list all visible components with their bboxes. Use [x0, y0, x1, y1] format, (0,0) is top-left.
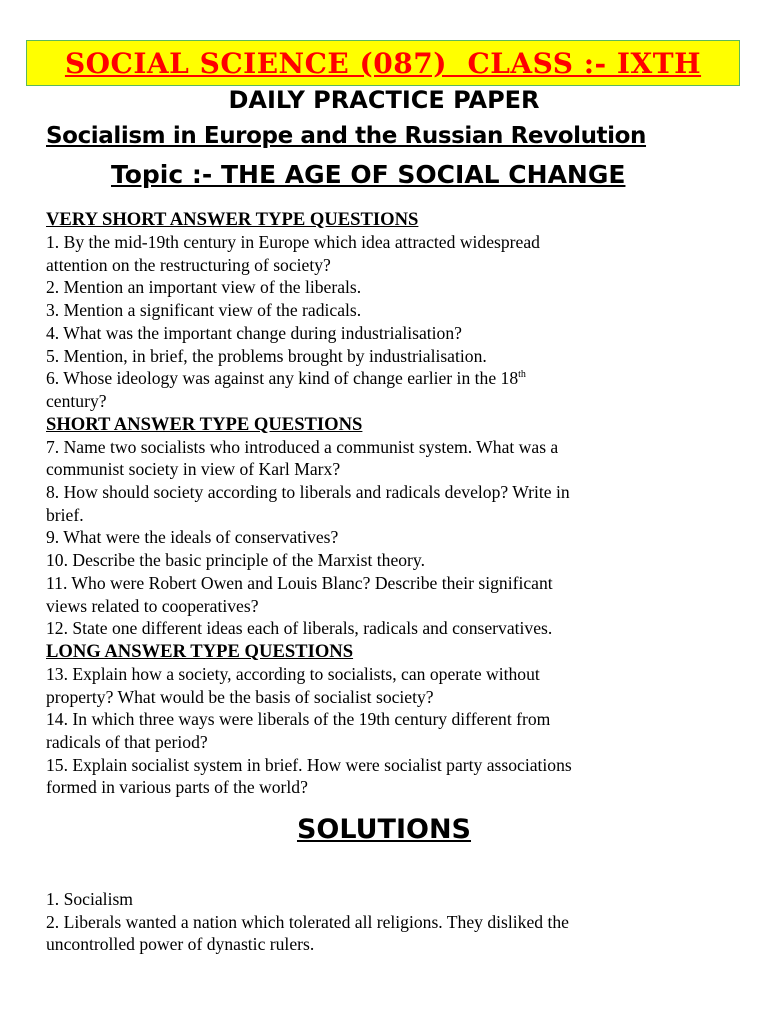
chapter-heading: Socialism in Europe and the Russian Revolution: [46, 123, 647, 149]
question-line: 3. Mention a significant view of the radicals.: [46, 300, 362, 321]
section-heading-short: SHORT ANSWER TYPE QUESTIONS: [46, 413, 363, 435]
solutions-heading: SOLUTIONS: [296, 814, 472, 845]
question-line: property? What would be the basis of socialist society?: [46, 686, 434, 707]
superscript: th: [518, 369, 526, 381]
question-line: formed in various parts of the world?: [46, 777, 308, 798]
topic-heading: Topic :- THE AGE OF SOCIAL CHANGE: [111, 160, 626, 189]
question-line: century?: [46, 390, 107, 411]
answer-line: 1. Socialism: [46, 889, 133, 909]
question-line: 10. Describe the basic principle of the Marxist theory.: [46, 550, 425, 571]
answer-line: 2. Liberals wanted a nation which tolerated all religions. They disliked the: [46, 911, 569, 932]
question-line: views related to cooperatives?: [46, 595, 259, 616]
question-line: communist society in view of Karl Marx?: [46, 459, 341, 480]
answer-line: uncontrolled power of dynastic rulers.: [46, 934, 315, 955]
solutions-body: [46, 888, 746, 956]
question-line: attention on the restructuring of society?: [46, 254, 331, 275]
question-line: 12. State one different ideas each of liberals, radicals and conservatives.: [46, 618, 553, 639]
question-line: brief.: [46, 504, 84, 525]
question-line: 11. Who were Robert Owen and Louis Blanc? Describe their significant: [46, 572, 553, 593]
section-heading-very-short: VERY SHORT ANSWER TYPE QUESTIONS: [46, 209, 419, 230]
question-line: 4. What was the important change during industrialisation?: [46, 322, 462, 343]
question-line: 15. Explain socialist system in brief. How were socialist party associations: [46, 754, 572, 775]
question-line: 14. In which three ways were liberals of the 19th century different from: [46, 709, 551, 730]
section-heading-long: LONG ANSWER TYPE QUESTIONS: [46, 640, 354, 662]
questions-body: [46, 208, 746, 799]
question-line: 13. Explain how a society, according to socialists, can operate without: [46, 663, 540, 684]
question-line: radicals of that period?: [46, 732, 208, 753]
question-line: [46, 367, 746, 390]
question-line: 2. Mention an important view of the liberals.: [46, 277, 362, 298]
title-banner: [26, 40, 740, 86]
question-line: 1. By the mid-19th century in Europe which idea attracted widespread: [46, 232, 540, 252]
document-title: SOCIAL SCIENCE (087) CLASS :- IXTH: [64, 46, 702, 80]
question-line: 7. Name two socialists who introduced a communist system. What was a: [46, 436, 559, 457]
question-line: 8. How should society according to liberals and radicals develop? Write in: [46, 482, 570, 503]
question-line: 5. Mention, in brief, the problems brought by industrialisation.: [46, 345, 487, 366]
question-text: 6. Whose ideology was against any kind of change earlier in the 18: [46, 368, 519, 389]
question-line: 9. What were the ideals of conservatives?: [46, 527, 339, 548]
paper-type-heading: DAILY PRACTICE PAPER: [228, 86, 540, 114]
